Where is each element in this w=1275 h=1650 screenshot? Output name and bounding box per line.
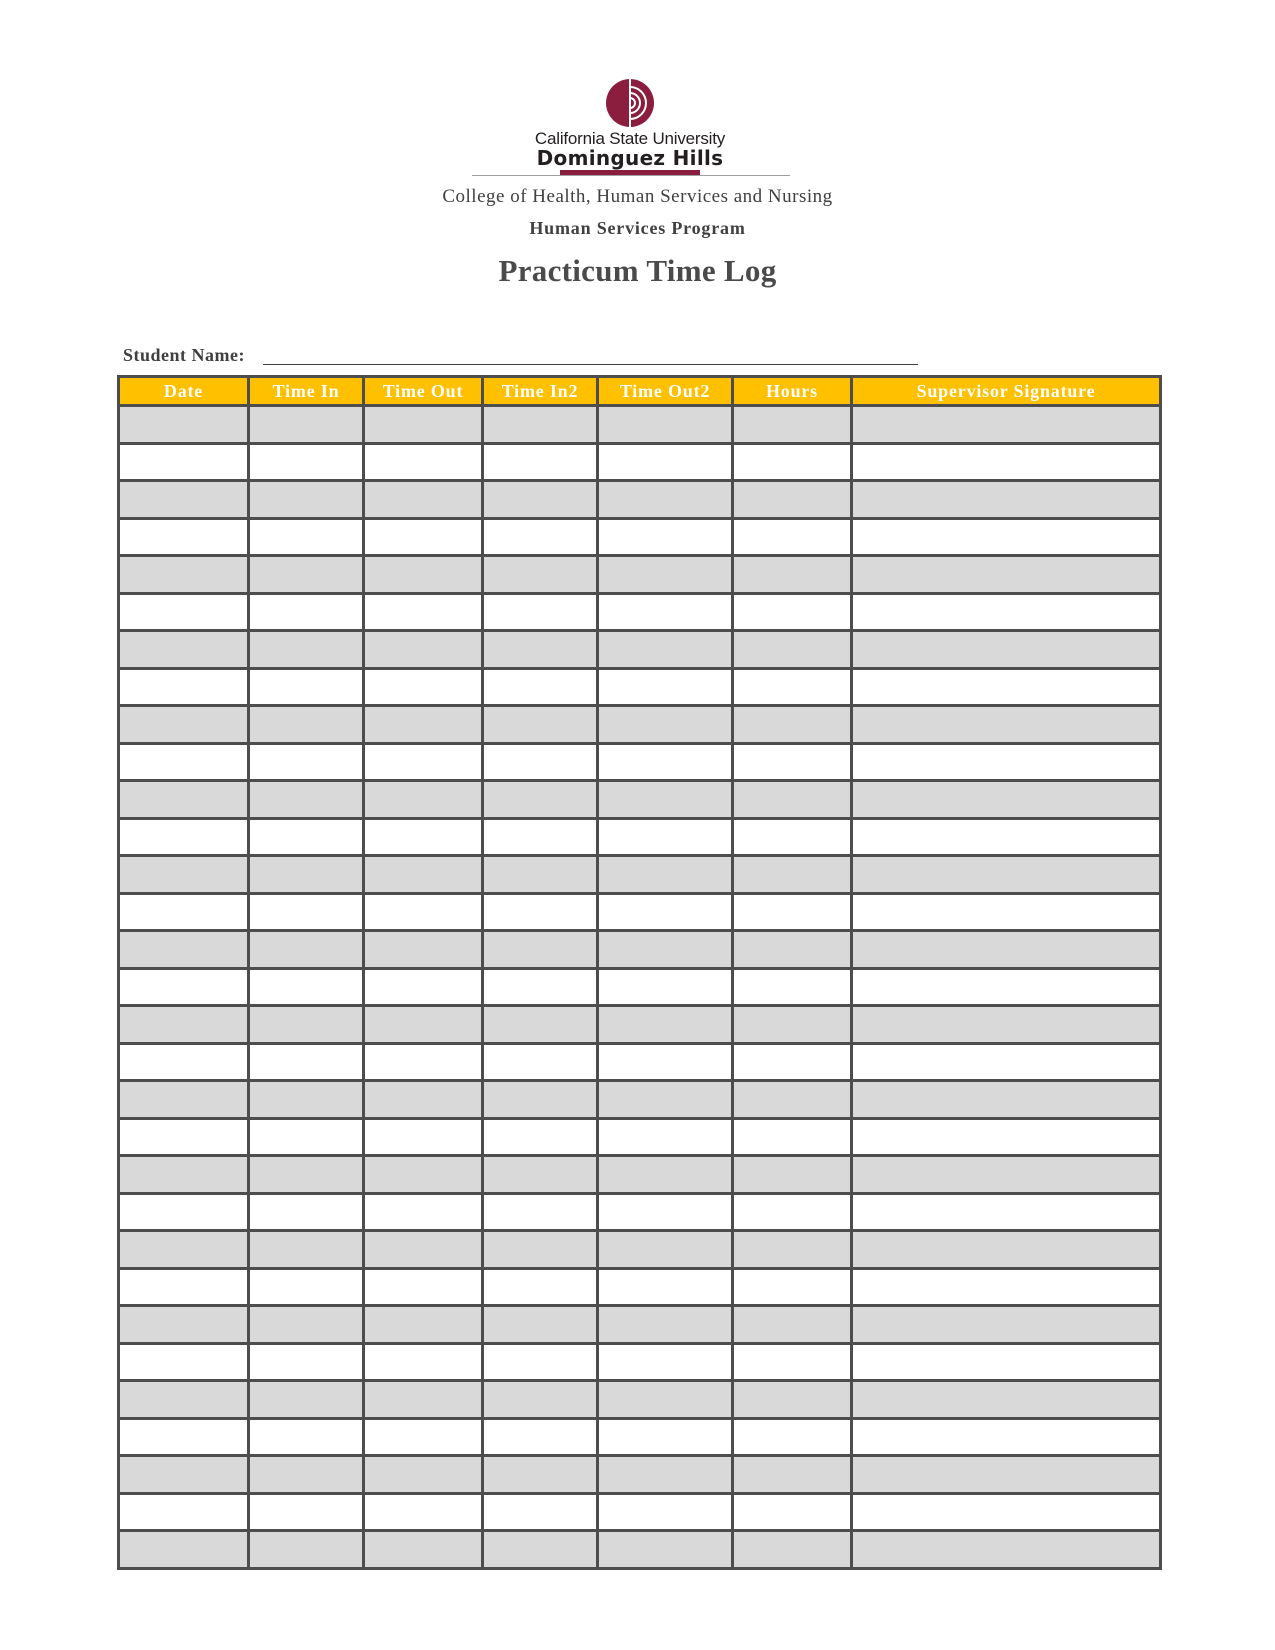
cell-time-in2[interactable] <box>483 743 598 781</box>
table-row <box>119 1118 1161 1156</box>
table-row <box>119 1531 1161 1569</box>
table-row <box>119 781 1161 819</box>
cell-time-in2[interactable] <box>483 406 598 444</box>
cell-date[interactable] <box>119 1268 249 1306</box>
cell-time-out[interactable] <box>364 1306 483 1344</box>
cell-date[interactable] <box>119 1306 249 1344</box>
cell-hours[interactable] <box>733 968 852 1006</box>
cell-hours[interactable] <box>733 481 852 519</box>
cell-supervisor-signature[interactable] <box>852 931 1161 969</box>
table-row <box>119 1043 1161 1081</box>
cell-time-out[interactable] <box>364 1118 483 1156</box>
cell-time-out2[interactable] <box>598 1081 733 1119</box>
cell-date[interactable] <box>119 818 249 856</box>
cell-time-in[interactable] <box>249 481 364 519</box>
cell-date[interactable] <box>119 781 249 819</box>
table-row <box>119 1081 1161 1119</box>
cell-time-in[interactable] <box>249 1343 364 1381</box>
cell-hours[interactable] <box>733 743 852 781</box>
table-row <box>119 631 1161 669</box>
cell-time-in[interactable] <box>249 406 364 444</box>
cell-date[interactable] <box>119 631 249 669</box>
cell-supervisor-signature[interactable] <box>852 706 1161 744</box>
logo-divider <box>472 175 790 176</box>
cell-time-out2[interactable] <box>598 1456 733 1494</box>
cell-time-out[interactable] <box>364 668 483 706</box>
cell-time-out2[interactable] <box>598 1043 733 1081</box>
cell-time-out[interactable] <box>364 593 483 631</box>
cell-time-in2[interactable] <box>483 1006 598 1044</box>
cell-time-out[interactable] <box>364 1081 483 1119</box>
cell-supervisor-signature[interactable] <box>852 481 1161 519</box>
cell-hours[interactable] <box>733 1418 852 1456</box>
cell-hours[interactable] <box>733 1531 852 1569</box>
cell-time-in2[interactable] <box>483 931 598 969</box>
cell-supervisor-signature[interactable] <box>852 818 1161 856</box>
table-row <box>119 1418 1161 1456</box>
cell-time-out[interactable] <box>364 1418 483 1456</box>
cell-time-in[interactable] <box>249 1006 364 1044</box>
cell-time-out[interactable] <box>364 1193 483 1231</box>
cell-time-out[interactable] <box>364 1531 483 1569</box>
cell-time-in2[interactable] <box>483 1043 598 1081</box>
table-row <box>119 556 1161 594</box>
cell-time-in[interactable] <box>249 1118 364 1156</box>
cell-time-in2[interactable] <box>483 631 598 669</box>
cell-time-in[interactable] <box>249 1456 364 1494</box>
cell-supervisor-signature[interactable] <box>852 1268 1161 1306</box>
cell-time-out2[interactable] <box>598 1306 733 1344</box>
table-row <box>119 518 1161 556</box>
cell-time-out[interactable] <box>364 968 483 1006</box>
table-row <box>119 1493 1161 1531</box>
cell-hours[interactable] <box>733 1343 852 1381</box>
table-row <box>119 1381 1161 1419</box>
cell-time-in[interactable] <box>249 1306 364 1344</box>
cell-hours[interactable] <box>733 1043 852 1081</box>
table-row <box>119 931 1161 969</box>
cell-time-out2[interactable] <box>598 518 733 556</box>
student-name-label: Student Name: <box>123 345 245 365</box>
cell-date[interactable] <box>119 968 249 1006</box>
cell-supervisor-signature[interactable] <box>852 1231 1161 1269</box>
table-header-row <box>119 377 1161 406</box>
cell-supervisor-signature[interactable] <box>852 781 1161 819</box>
cell-time-out2[interactable] <box>598 1231 733 1269</box>
cell-date[interactable] <box>119 481 249 519</box>
cell-time-in2[interactable] <box>483 818 598 856</box>
cell-supervisor-signature[interactable] <box>852 593 1161 631</box>
table-row <box>119 443 1161 481</box>
cell-hours[interactable] <box>733 443 852 481</box>
cell-time-in2[interactable] <box>483 706 598 744</box>
cell-hours[interactable] <box>733 931 852 969</box>
cell-time-out[interactable] <box>364 1156 483 1194</box>
cell-date[interactable] <box>119 556 249 594</box>
cell-supervisor-signature[interactable] <box>852 743 1161 781</box>
cell-time-in[interactable] <box>249 518 364 556</box>
cell-time-in2[interactable] <box>483 443 598 481</box>
cell-supervisor-signature[interactable] <box>852 1043 1161 1081</box>
cell-supervisor-signature[interactable] <box>852 406 1161 444</box>
cell-hours[interactable] <box>733 1493 852 1531</box>
cell-time-out[interactable] <box>364 406 483 444</box>
cell-time-out2[interactable] <box>598 481 733 519</box>
cell-time-out2[interactable] <box>598 1268 733 1306</box>
student-name-row <box>123 345 923 369</box>
cell-date[interactable] <box>119 1531 249 1569</box>
column-header-date: Date <box>119 377 249 406</box>
cell-hours[interactable] <box>733 1381 852 1419</box>
cell-time-in[interactable] <box>249 593 364 631</box>
cell-time-in2[interactable] <box>483 1268 598 1306</box>
cell-time-in2[interactable] <box>483 1118 598 1156</box>
table-row <box>119 1006 1161 1044</box>
cell-hours[interactable] <box>733 818 852 856</box>
cell-date[interactable] <box>119 668 249 706</box>
cell-time-in2[interactable] <box>483 856 598 894</box>
cell-time-out[interactable] <box>364 481 483 519</box>
table-row <box>119 668 1161 706</box>
cell-date[interactable] <box>119 1381 249 1419</box>
cell-date[interactable] <box>119 1006 249 1044</box>
cell-hours[interactable] <box>733 1268 852 1306</box>
cell-time-in[interactable] <box>249 1156 364 1194</box>
table-row <box>119 593 1161 631</box>
cell-date[interactable] <box>119 406 249 444</box>
table-row <box>119 1231 1161 1269</box>
cell-time-out2[interactable] <box>598 781 733 819</box>
cell-time-in2[interactable] <box>483 1306 598 1344</box>
cell-time-in[interactable] <box>249 631 364 669</box>
cell-date[interactable] <box>119 1456 249 1494</box>
table-row <box>119 1456 1161 1494</box>
table-row <box>119 893 1161 931</box>
cell-hours[interactable] <box>733 668 852 706</box>
cell-time-out2[interactable] <box>598 1193 733 1231</box>
cell-time-in[interactable] <box>249 443 364 481</box>
cell-time-in2[interactable] <box>483 1381 598 1419</box>
cell-time-out2[interactable] <box>598 1343 733 1381</box>
table-body <box>119 406 1161 1569</box>
column-header-time-in2: Time In2 <box>483 377 598 406</box>
cell-time-in2[interactable] <box>483 1156 598 1194</box>
cell-time-in[interactable] <box>249 1193 364 1231</box>
table-row <box>119 1268 1161 1306</box>
cell-time-out2[interactable] <box>598 1418 733 1456</box>
cell-hours[interactable] <box>733 1118 852 1156</box>
college-name: College of Health, Human Services and Nursing <box>442 186 833 207</box>
cell-supervisor-signature[interactable] <box>852 518 1161 556</box>
logo-campus-name: Dominguez Hills <box>536 146 724 170</box>
cell-time-in2[interactable] <box>483 593 598 631</box>
cell-date[interactable] <box>119 1343 249 1381</box>
cell-hours[interactable] <box>733 631 852 669</box>
cell-supervisor-signature[interactable] <box>852 1156 1161 1194</box>
page-title: Practicum Time Log <box>498 253 777 288</box>
cell-time-out[interactable] <box>364 781 483 819</box>
cell-time-out[interactable] <box>364 931 483 969</box>
cell-time-in[interactable] <box>249 556 364 594</box>
column-header-time-out2: Time Out2 <box>598 377 733 406</box>
cell-date[interactable] <box>119 1493 249 1531</box>
table-row <box>119 968 1161 1006</box>
cell-supervisor-signature[interactable] <box>852 1381 1161 1419</box>
cell-date[interactable] <box>119 893 249 931</box>
cell-time-out[interactable] <box>364 1343 483 1381</box>
cell-hours[interactable] <box>733 1156 852 1194</box>
table-row <box>119 1306 1161 1344</box>
cell-time-in2[interactable] <box>483 1418 598 1456</box>
cell-supervisor-signature[interactable] <box>852 1006 1161 1044</box>
cell-time-in2[interactable] <box>483 1343 598 1381</box>
cell-time-out2[interactable] <box>598 593 733 631</box>
cell-time-in[interactable] <box>249 893 364 931</box>
cell-supervisor-signature[interactable] <box>852 1081 1161 1119</box>
cell-time-out[interactable] <box>364 706 483 744</box>
cell-time-out2[interactable] <box>598 443 733 481</box>
cell-hours[interactable] <box>733 893 852 931</box>
cell-time-out[interactable] <box>364 1381 483 1419</box>
cell-time-in[interactable] <box>249 1381 364 1419</box>
cell-hours[interactable] <box>733 706 852 744</box>
cell-time-in[interactable] <box>249 1043 364 1081</box>
cell-time-in[interactable] <box>249 1493 364 1531</box>
cell-hours[interactable] <box>733 406 852 444</box>
table-row <box>119 743 1161 781</box>
cell-time-in[interactable] <box>249 668 364 706</box>
cell-time-out[interactable] <box>364 856 483 894</box>
cell-date[interactable] <box>119 1231 249 1269</box>
cell-time-in2[interactable] <box>483 668 598 706</box>
cell-time-out[interactable] <box>364 743 483 781</box>
cell-supervisor-signature[interactable] <box>852 443 1161 481</box>
table-row <box>119 1343 1161 1381</box>
cell-date[interactable] <box>119 1043 249 1081</box>
cell-time-in2[interactable] <box>483 481 598 519</box>
table-row <box>119 1193 1161 1231</box>
cell-time-in[interactable] <box>249 856 364 894</box>
cell-time-out[interactable] <box>364 518 483 556</box>
cell-time-in[interactable] <box>249 1081 364 1119</box>
cell-time-out2[interactable] <box>598 706 733 744</box>
cell-hours[interactable] <box>733 1081 852 1119</box>
cell-time-out2[interactable] <box>598 1381 733 1419</box>
cell-supervisor-signature[interactable] <box>852 893 1161 931</box>
cell-time-out2[interactable] <box>598 406 733 444</box>
cell-time-out2[interactable] <box>598 668 733 706</box>
cell-time-in2[interactable] <box>483 518 598 556</box>
cell-time-in2[interactable] <box>483 781 598 819</box>
column-header-time-out: Time Out <box>364 377 483 406</box>
logo-university-name: California State University <box>534 129 726 148</box>
cell-time-in[interactable] <box>249 781 364 819</box>
table-row <box>119 406 1161 444</box>
cell-time-out[interactable] <box>364 1043 483 1081</box>
cell-hours[interactable] <box>733 1231 852 1269</box>
cell-time-in2[interactable] <box>483 1493 598 1531</box>
cell-time-out[interactable] <box>364 556 483 594</box>
cell-time-in[interactable] <box>249 968 364 1006</box>
cell-time-in[interactable] <box>249 1531 364 1569</box>
cell-time-out2[interactable] <box>598 968 733 1006</box>
cell-time-in[interactable] <box>249 1268 364 1306</box>
cell-time-out2[interactable] <box>598 818 733 856</box>
cell-time-in[interactable] <box>249 1418 364 1456</box>
cell-time-in[interactable] <box>249 818 364 856</box>
cell-time-out2[interactable] <box>598 743 733 781</box>
student-name-field[interactable] <box>263 364 918 365</box>
cell-time-out2[interactable] <box>598 856 733 894</box>
cell-time-out2[interactable] <box>598 1531 733 1569</box>
cell-time-out2[interactable] <box>598 1006 733 1044</box>
table-row <box>119 1156 1161 1194</box>
table-row <box>119 481 1161 519</box>
cell-time-out2[interactable] <box>598 893 733 931</box>
cell-time-out2[interactable] <box>598 556 733 594</box>
cell-supervisor-signature[interactable] <box>852 668 1161 706</box>
cell-date[interactable] <box>119 931 249 969</box>
cell-date[interactable] <box>119 518 249 556</box>
column-header-supervisor-signature: Supervisor Signature <box>852 377 1161 406</box>
cell-time-in2[interactable] <box>483 1193 598 1231</box>
cell-time-out2[interactable] <box>598 1156 733 1194</box>
cell-hours[interactable] <box>733 781 852 819</box>
cell-time-in[interactable] <box>249 706 364 744</box>
cell-time-out[interactable] <box>364 1456 483 1494</box>
cell-supervisor-signature[interactable] <box>852 1531 1161 1569</box>
cell-hours[interactable] <box>733 556 852 594</box>
column-header-hours: Hours <box>733 377 852 406</box>
cell-time-out2[interactable] <box>598 631 733 669</box>
cell-time-out[interactable] <box>364 1231 483 1269</box>
time-log-table <box>117 375 1162 1570</box>
university-seal-icon <box>605 78 655 128</box>
cell-time-out[interactable] <box>364 893 483 931</box>
cell-time-out[interactable] <box>364 1006 483 1044</box>
university-logo <box>460 78 790 178</box>
cell-date[interactable] <box>119 1118 249 1156</box>
cell-supervisor-signature[interactable] <box>852 1456 1161 1494</box>
cell-time-out[interactable] <box>364 1268 483 1306</box>
cell-supervisor-signature[interactable] <box>852 856 1161 894</box>
table-row <box>119 856 1161 894</box>
cell-date[interactable] <box>119 443 249 481</box>
cell-date[interactable] <box>119 856 249 894</box>
cell-time-out[interactable] <box>364 443 483 481</box>
column-header-time-in: Time In <box>249 377 364 406</box>
cell-time-out[interactable] <box>364 818 483 856</box>
table-row <box>119 818 1161 856</box>
cell-time-in2[interactable] <box>483 1081 598 1119</box>
cell-hours[interactable] <box>733 1006 852 1044</box>
cell-time-in[interactable] <box>249 743 364 781</box>
cell-time-out2[interactable] <box>598 1118 733 1156</box>
cell-supervisor-signature[interactable] <box>852 1418 1161 1456</box>
cell-date[interactable] <box>119 1193 249 1231</box>
table-row <box>119 706 1161 744</box>
cell-supervisor-signature[interactable] <box>852 1493 1161 1531</box>
cell-date[interactable] <box>119 1418 249 1456</box>
cell-date[interactable] <box>119 593 249 631</box>
cell-time-in2[interactable] <box>483 893 598 931</box>
cell-hours[interactable] <box>733 1306 852 1344</box>
cell-time-in[interactable] <box>249 1231 364 1269</box>
cell-supervisor-signature[interactable] <box>852 1306 1161 1344</box>
cell-supervisor-signature[interactable] <box>852 1343 1161 1381</box>
cell-hours[interactable] <box>733 1193 852 1231</box>
cell-time-in2[interactable] <box>483 1531 598 1569</box>
cell-date[interactable] <box>119 1081 249 1119</box>
cell-date[interactable] <box>119 1156 249 1194</box>
cell-hours[interactable] <box>733 1456 852 1494</box>
cell-time-in2[interactable] <box>483 968 598 1006</box>
program-name: Human Services Program <box>529 218 746 238</box>
cell-date[interactable] <box>119 743 249 781</box>
cell-hours[interactable] <box>733 856 852 894</box>
cell-time-out[interactable] <box>364 631 483 669</box>
cell-date[interactable] <box>119 706 249 744</box>
cell-hours[interactable] <box>733 518 852 556</box>
cell-time-out[interactable] <box>364 1493 483 1531</box>
cell-time-out2[interactable] <box>598 931 733 969</box>
cell-time-out2[interactable] <box>598 1493 733 1531</box>
cell-hours[interactable] <box>733 593 852 631</box>
cell-supervisor-signature[interactable] <box>852 1193 1161 1231</box>
cell-time-in2[interactable] <box>483 1231 598 1269</box>
cell-time-in2[interactable] <box>483 556 598 594</box>
cell-time-in2[interactable] <box>483 1456 598 1494</box>
cell-supervisor-signature[interactable] <box>852 556 1161 594</box>
cell-time-in[interactable] <box>249 931 364 969</box>
cell-supervisor-signature[interactable] <box>852 631 1161 669</box>
cell-supervisor-signature[interactable] <box>852 1118 1161 1156</box>
cell-supervisor-signature[interactable] <box>852 968 1161 1006</box>
